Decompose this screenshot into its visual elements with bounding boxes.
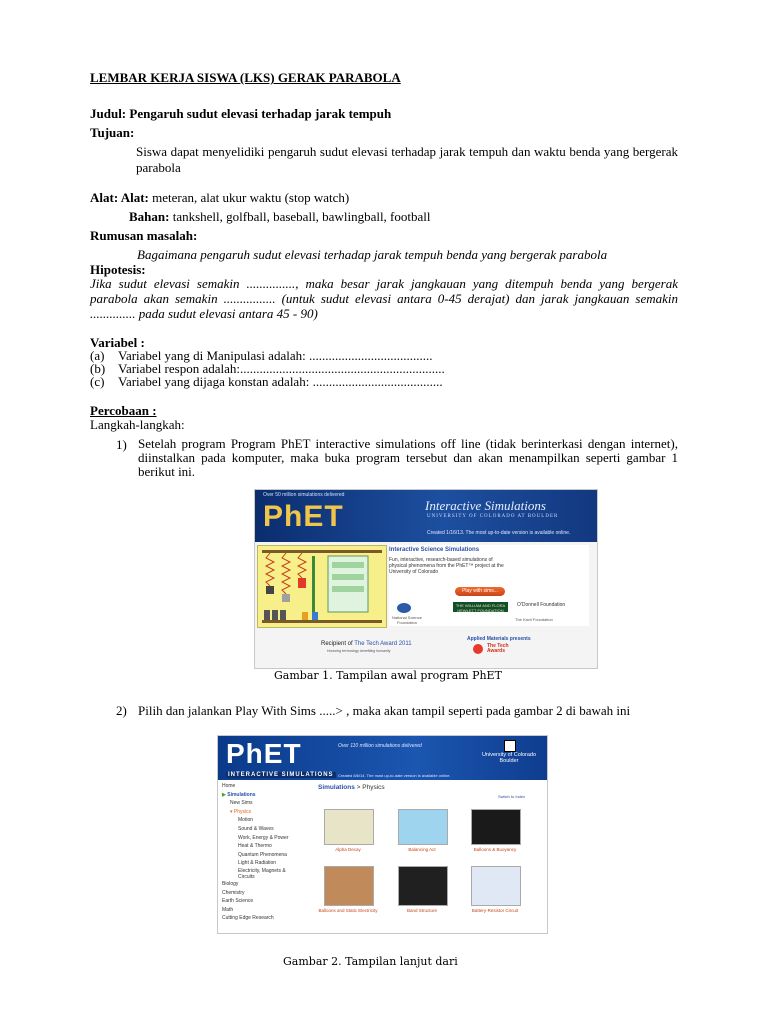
delivered-note: Over 110 million simulations delivered <box>338 743 422 749</box>
nav-item[interactable]: ▾ Physics <box>230 808 252 815</box>
figure1-caption: Gambar 1. Tampilan awal program PhET <box>274 669 502 682</box>
percobaan-label: Percobaan : <box>90 403 157 418</box>
judul-line: Judul: Pengaruh sudut elevasi terhadap jarak tempuh <box>90 106 392 121</box>
phet-logo: PhET <box>263 500 344 533</box>
sim-thumbnail-balancing-act[interactable] <box>398 809 448 845</box>
tagline: Over 50 million simulations delivered <box>263 492 345 498</box>
langkah-label: Langkah-langkah: <box>90 417 185 432</box>
tujuan-label: Tujuan: <box>90 125 135 140</box>
nav-item[interactable]: Home <box>222 783 236 789</box>
sim-thumbnail-battery-resistor[interactable] <box>471 866 521 906</box>
sidebar-nav <box>222 782 310 923</box>
sim-label[interactable]: Alpha Decay <box>335 847 361 852</box>
university-label: University of Colorado Boulder <box>481 752 537 764</box>
nav-item[interactable]: Biology <box>222 880 239 887</box>
simulation-preview-image <box>257 545 387 628</box>
figure2-caption: Gambar 2. Tampilan lanjut dari <box>283 955 458 968</box>
sim-label[interactable]: Band Structure <box>406 908 438 913</box>
panel-title: Interactive Science Simulations <box>389 547 480 553</box>
nav-item[interactable]: Electricity, Magnets & Circuits <box>238 867 286 880</box>
sim-label[interactable]: Balloons & Buoyancy <box>473 847 517 852</box>
nav-item[interactable]: Quantum Phenomena <box>238 851 287 858</box>
alat-label: Alat: Alat: <box>90 190 149 205</box>
sim-label[interactable]: Battery-Resistor Circuit <box>471 908 519 913</box>
step1-number: 1) <box>116 437 127 452</box>
bahan-label: Bahan: <box>129 209 170 224</box>
nav-item[interactable]: Cutting Edge Research <box>222 915 274 922</box>
hewlett-label: THE WILLIAM AND FLORA HEWLETT FOUNDATION <box>455 603 506 613</box>
banner-title: Interactive Simulations <box>425 498 546 513</box>
switch-to-index-link[interactable]: Switch to Index <box>498 794 526 799</box>
sim-label[interactable]: Balloons and Static Electricity <box>318 908 378 913</box>
hipotesis-label: Hipotesis: <box>90 262 146 277</box>
cu-logo-icon <box>504 740 516 752</box>
hipotesis-text: Jika sudut elevasi semakin ..............., maka besar jarak jangkauan yang ditempuh benda yang bergerak parabola akan semakin ................ (untuk sudut elevasi antara 0-45 derajat) dan jarak jangkauan semakin .............. pada sudut elevasi antara 45 - 90) <box>90 276 678 321</box>
created-note: Created 1/16/13. The most up-to-date version is available online. <box>427 530 571 536</box>
breadcrumb: Simulations > Physics <box>318 784 385 791</box>
kavli-label: The Kavli Foundation <box>515 617 553 622</box>
nav-item[interactable]: Earth Science <box>222 898 254 905</box>
nav-item[interactable]: Math <box>222 906 234 913</box>
nav-item[interactable]: Heat & Thermo <box>238 843 272 850</box>
variabel-item: (a) Variabel yang di Manipulasi adalah: ...................................... <box>90 348 433 363</box>
rumusan-label: Rumusan masalah: <box>90 228 198 243</box>
variabel-label: Variabel : <box>90 335 145 350</box>
created-note: Created 8/6/14. The most up-to-date version is available online. <box>338 773 451 778</box>
phet-logo: PhET <box>226 738 302 769</box>
worksheet-title: LEMBAR KERJA SISWA (LKS) GERAK PARABOLA <box>90 70 401 85</box>
nav-item[interactable]: ▶ Simulations <box>222 791 256 798</box>
nsf-logo-icon <box>397 603 411 613</box>
panel-description: Fun, interactive, research-based simulations of physical phenomena from the PhET™ project at the University of Colorado <box>389 557 504 575</box>
banner-subtitle: UNIVERSITY OF COLORADO AT BOULDER <box>427 514 559 519</box>
tujuan-text: Siswa dapat menyelidiki pengaruh sudut elevasi terhadap jarak tempuh dan waktu benda yang bergerak parabola <box>136 144 678 175</box>
variabel-item: (b) Variabel respon adalah:............................................................... <box>90 361 445 376</box>
tech-award-line: Recipient of The Tech Award 2011 <box>321 641 412 647</box>
tech-awards-icon <box>473 644 483 654</box>
nav-item[interactable]: Motion <box>238 817 254 824</box>
phet-header-banner <box>218 736 547 780</box>
phet-header-banner <box>255 490 597 542</box>
interactive-simulations-label: INTERACTIVE SIMULATIONS <box>228 772 334 778</box>
sim-label[interactable]: Balancing Act <box>408 847 436 852</box>
phet-sims-screenshot <box>217 735 548 934</box>
info-panel <box>389 545 589 626</box>
play-with-sims-button[interactable]: Play with sims... <box>455 587 505 596</box>
honoring-note: Honoring technology benefiting humanity <box>327 649 391 653</box>
bahan-text: tankshell, golfball, baseball, bawlingball, football <box>169 209 431 224</box>
sim-thumbnail-balloons-static[interactable] <box>324 866 374 906</box>
phet-start-screenshot <box>254 489 598 669</box>
variabel-list <box>90 349 445 388</box>
sim-thumbnail-band-structure[interactable] <box>398 866 448 906</box>
alat-line <box>90 190 349 206</box>
tech-awards-label: The Tech Awards <box>487 643 509 654</box>
step1-text: Setelah program Program PhET interactive simulations off line (tidak berinterkasi dengan internet), diinstalkan pada komputer, maka buka program tersebut dan akan menampilkan seperti gambar 1 berikut ini. <box>138 436 678 479</box>
bahan-line <box>129 209 431 225</box>
step2-text: Pilih dan jalankan Play With Sims .....> , maka akan tampil seperti pada gambar 2 di bawah ini <box>138 703 631 718</box>
rumusan-text: Bagaimana pengaruh sudut elevasi terhadap jarak tempuh benda yang bergerak parabola <box>137 247 608 262</box>
sim-thumbnail-balloons-buoyancy[interactable] <box>471 809 521 845</box>
nav-item[interactable]: Sound & Waves <box>238 825 274 832</box>
nav-item[interactable]: Light & Radiation <box>238 860 277 867</box>
step2-number: 2) <box>116 703 127 718</box>
nav-item[interactable]: Chemistry <box>222 889 245 896</box>
alat-text: meteran, alat ukur waktu (stop watch) <box>148 190 350 205</box>
springs-sim-graphic <box>258 546 386 627</box>
variabel-item: (c) Variabel yang dijaga konstan adalah: ........................................ <box>90 374 443 389</box>
donnell-label: O'Donnell Foundation <box>517 602 566 608</box>
nsf-label: National Science Foundation <box>391 615 423 625</box>
nav-item[interactable]: New Sims <box>230 800 253 807</box>
applied-materials-label: Applied Materials presents <box>467 636 531 642</box>
nav-item[interactable]: Work, Energy & Power <box>238 834 289 841</box>
sim-thumbnail-alpha-decay[interactable] <box>324 809 374 845</box>
